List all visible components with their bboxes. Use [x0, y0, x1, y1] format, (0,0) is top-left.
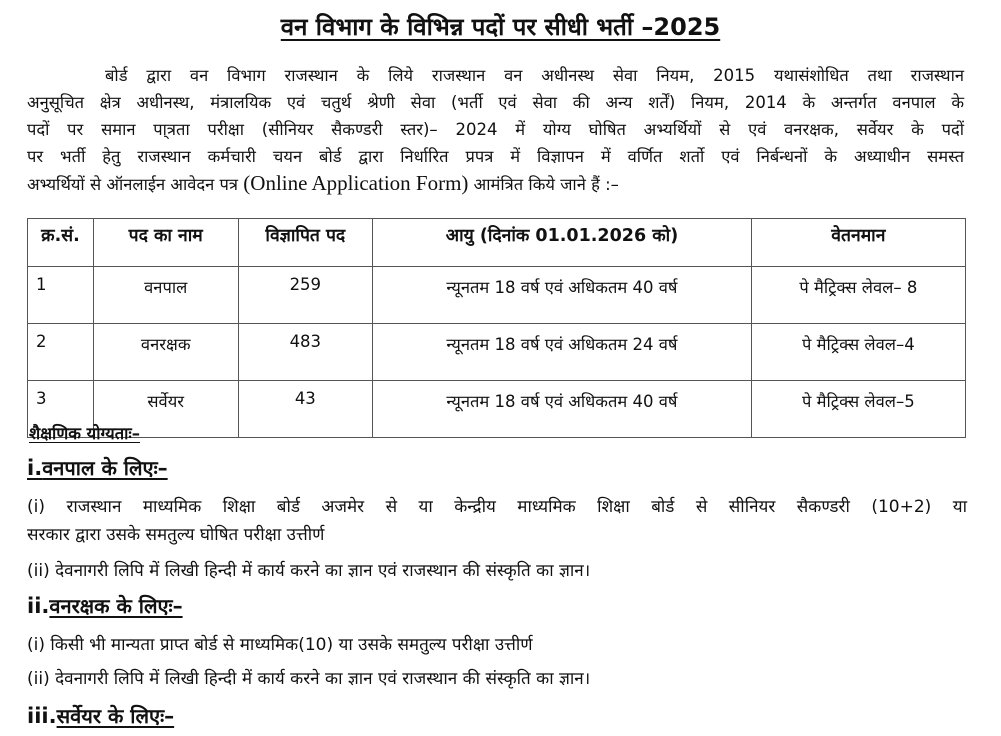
header-pay-scale: वेतनमान: [751, 219, 965, 267]
cell-pay-scale: पे मैट्रिक्स लेवल–5: [751, 381, 965, 438]
intro-line-3: पदों पर समान पा्त्रता परीक्षा (सीनियर सैकण्डरी स्तर)– 2024 में योग्य घोषित अभ्यर्थियों से एवं वनरक्षक, सर्वेयर के पदों: [27, 120, 964, 139]
section-number: ii.: [27, 594, 50, 618]
qualification-item: [27, 665, 967, 693]
educational-qualification-heading: शैक्षणिक योग्यताः–: [29, 424, 140, 443]
section-label: सर्वेयर के लिएः–: [56, 704, 175, 728]
qualification-line: (i) राजस्थान माध्यमिक शिक्षा बोर्ड अजमेर से या केन्द्रीय माध्यमिक शिक्षा बोर्ड से सीनियर सैकण्डरी (10+2) या: [27, 497, 967, 517]
qualification-item: [27, 557, 967, 585]
cell-post-name: सर्वेयर: [93, 381, 238, 438]
section-label: वनरक्षक के लिएः–: [49, 594, 183, 618]
cell-vacancies: 43: [238, 381, 373, 438]
cell-serial-no: 1: [28, 267, 94, 324]
intro-paragraph: [27, 62, 964, 198]
table-row: [28, 267, 966, 324]
cell-age: न्यूनतम 18 वर्ष एवं अधिकतम 24 वर्ष: [373, 324, 752, 381]
header-serial-no: क्र.सं.: [28, 219, 94, 267]
cell-pay-scale: पे मैट्रिक्स लेवल– 8: [751, 267, 965, 324]
header-age: आयु (दिनांक 01.01.2026 को): [373, 219, 752, 267]
cell-vacancies: 259: [238, 267, 373, 324]
qualification-line: (i) किसी भी मान्यता प्राप्त बोर्ड से माध्यमिक(10) या उसके समतुल्य परीक्षा उत्तीर्ण: [27, 635, 533, 655]
cell-serial-no: 3: [28, 381, 94, 438]
section-label: वनपाल के लिएः–: [42, 456, 168, 480]
cell-vacancies: 483: [238, 324, 373, 381]
title-text: वन विभाग के विभिन्न पदों पर सीधी भर्ती –2025: [280, 13, 721, 41]
qualification-line: (ii) देवनागरी लिपि में लिखी हिन्दी में कार्य करने का ज्ञान एवं राजस्थान की संस्कृति का ज्ञान।: [27, 561, 591, 581]
intro-line-5: [27, 170, 964, 198]
online-application-form-text: (Online Application Form): [243, 171, 469, 195]
table-row: [28, 324, 966, 381]
section-heading-vanrakshak: [27, 592, 183, 619]
section-number: iii.: [27, 704, 57, 728]
cell-age: न्यूनतम 18 वर्ष एवं अधिकतम 40 वर्ष: [373, 267, 752, 324]
intro-line-1: बोर्ड द्वारा वन विभाग राजस्थान के लिये राजस्थान वन अधीनस्थ सेवा नियम, 2015 यथासंशोधित तथा राजस्थान: [105, 66, 964, 85]
qualification-line: (ii) देवनागरी लिपि में लिखी हिन्दी में कार्य करने का ज्ञान एवं राजस्थान की संस्कृति का ज्ञान।: [27, 669, 591, 689]
qualification-line-continued: सरकार द्वारा उसके समतुल्य घोषित परीक्षा उत्तीर्ण: [27, 525, 325, 545]
cell-post-name: वनपाल: [93, 267, 238, 324]
table-row: [28, 381, 966, 438]
intro-line-2: अनुसूचित क्षेत्र अधीनस्थ, मंत्रालयिक एवं चतुर्थ श्रेणी सेवा (भर्ती एवं सेवा की अन्य शर्तें) नियम, 2014 के अन्तर्गत वनपाल के: [27, 93, 964, 112]
section-heading-vanpal: [27, 454, 168, 481]
section-number: i.: [27, 456, 43, 480]
posts-table: [27, 218, 966, 438]
qualification-item: [27, 631, 967, 659]
section-heading-surveyor: [27, 702, 174, 729]
cell-age: न्यूनतम 18 वर्ष एवं अधिकतम 40 वर्ष: [373, 381, 752, 438]
intro-line-5-prefix: अभ्यर्थियों से ऑनलाईन आवेदन पत्र: [27, 175, 244, 194]
document-title: [0, 10, 1001, 44]
table-header-row: [28, 219, 966, 267]
cell-pay-scale: पे मैट्रिक्स लेवल–4: [751, 324, 965, 381]
intro-line-4: पर भर्ती हेतु राजस्थान कर्मचारी चयन बोर्ड द्वारा निर्धारित प्रपत्र में विज्ञापन में वर्णित शर्तो एवं निर्बन्धनों के अध्याधीन समस्त: [27, 147, 964, 166]
header-vacancies: विज्ञापित पद: [238, 219, 373, 267]
intro-line-5-suffix: आमंत्रित किये जाने हैं :–: [468, 175, 619, 194]
qualification-item: [27, 493, 967, 549]
header-post-name: पद का नाम: [93, 219, 238, 267]
cell-post-name: वनरक्षक: [93, 324, 238, 381]
cell-serial-no: 2: [28, 324, 94, 381]
